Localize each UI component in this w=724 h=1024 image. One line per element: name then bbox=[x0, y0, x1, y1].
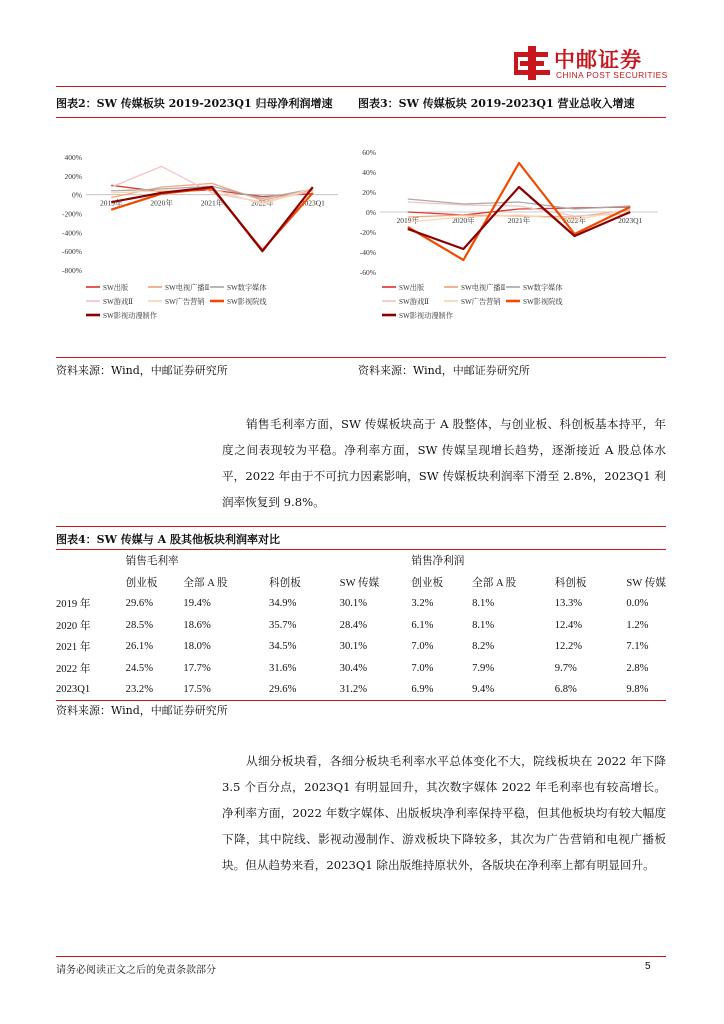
legend-label: SW游戏Ⅱ bbox=[399, 298, 430, 306]
column-header: 全部 A 股 bbox=[183, 577, 228, 589]
table-cell: 29.6% bbox=[269, 684, 297, 696]
x-tick-label: 2020年 bbox=[150, 198, 173, 208]
table-cell: 23.2% bbox=[125, 684, 154, 696]
table-row bbox=[56, 593, 666, 615]
legend-label: SW影视院线 bbox=[227, 298, 267, 306]
table-cell: 17.5% bbox=[183, 684, 211, 696]
row-label: 2023Q1 bbox=[56, 684, 91, 696]
row-label: 2021 年 bbox=[56, 642, 91, 654]
fig4-bottom-rule bbox=[56, 700, 666, 701]
y-tick-label: 200% bbox=[64, 171, 82, 181]
y-tick-label: 0% bbox=[366, 208, 376, 217]
table-cell: 8.2% bbox=[472, 641, 495, 653]
legend-label: SW广告营销 bbox=[461, 298, 501, 306]
fig4-title: 图表4：SW 传媒与 A 股其他板块利润率对比 bbox=[56, 533, 280, 546]
column-header: 全部 A 股 bbox=[472, 577, 517, 589]
table-cell: 6.8% bbox=[554, 684, 577, 696]
legend-label: SW数字媒体 bbox=[523, 284, 563, 292]
table-cell: 0.0% bbox=[626, 598, 649, 610]
table-cell: 13.3% bbox=[554, 598, 583, 610]
legend-label: SW影视动漫制作 bbox=[399, 312, 453, 320]
table-cell: 29.6% bbox=[125, 598, 154, 610]
china-post-logo-icon bbox=[514, 46, 550, 80]
table-cell: 30.4% bbox=[339, 662, 368, 674]
fig2-chart bbox=[56, 140, 356, 350]
row-label: 2020 年 bbox=[56, 620, 91, 632]
footer-rule bbox=[56, 956, 666, 957]
profit-margin-table bbox=[56, 550, 666, 701]
row-label: 2022 年 bbox=[56, 663, 91, 675]
legend-label: SW电视广播Ⅱ bbox=[165, 284, 210, 292]
legend-label: SW电视广播Ⅱ bbox=[461, 284, 506, 292]
column-header: 创业板 bbox=[125, 577, 158, 589]
table-row bbox=[56, 636, 666, 658]
x-tick-label: 2021年 bbox=[507, 216, 531, 225]
table-cell: 7.1% bbox=[626, 641, 649, 653]
table-cell: 35.7% bbox=[269, 619, 297, 631]
table-cell: 34.9% bbox=[269, 598, 297, 610]
table-cell: 9.7% bbox=[554, 662, 577, 674]
table-cell: 8.1% bbox=[472, 619, 495, 631]
table-cell: 18.6% bbox=[183, 619, 211, 631]
table-cell: 24.5% bbox=[125, 662, 154, 674]
fig3-title: 图表3：SW 传媒板块 2019-2023Q1 营业总收入增速 bbox=[358, 97, 635, 110]
y-tick-label: 0% bbox=[72, 190, 82, 200]
fig2-source: 资料来源：Wind，中邮证券研究所 bbox=[56, 364, 228, 377]
table-row bbox=[56, 658, 666, 680]
table-column-header-row bbox=[56, 572, 666, 594]
table-cell: 7.0% bbox=[411, 662, 434, 674]
group-gross-margin: 销售毛利率 bbox=[125, 556, 179, 568]
logo-subtext: CHINA POST SECURITIES bbox=[556, 70, 668, 80]
y-tick-label: -40% bbox=[359, 248, 376, 257]
figure-bottom-rule bbox=[56, 357, 666, 358]
legend-label: SW影视动漫制作 bbox=[103, 312, 157, 320]
table-cell: 28.4% bbox=[339, 619, 368, 631]
table-cell: 9.4% bbox=[472, 684, 495, 696]
x-tick-label: 2020年 bbox=[452, 216, 475, 225]
column-header: 创业板 bbox=[411, 577, 444, 589]
page-number: 5 bbox=[645, 961, 651, 972]
row-label: 2019 年 bbox=[56, 599, 91, 611]
table-cell: 30.1% bbox=[339, 598, 368, 610]
table-cell: 6.9% bbox=[411, 684, 434, 696]
table-cell: 9.8% bbox=[626, 684, 649, 696]
table-group-header-row bbox=[56, 550, 666, 572]
legend-label: SW广告营销 bbox=[165, 298, 205, 306]
column-header: 科创板 bbox=[554, 577, 587, 589]
table-cell: 12.2% bbox=[554, 641, 583, 653]
paragraph-text: 从细分板块看，各细分板块毛利率水平总体变化不大，院线板块在 2022 年下降 3.5 个百分点，2023Q1 有明显回升，其次数字媒体 2022 年毛利率也有较高增长。净利率方面，2022 年数字媒体、出版板块净利率保持平稳，但其他板块均有较大幅度下降，其中院线、影视动漫制作、游戏板块下降较多，其次为广告营销和电视广播板块。但从趋势来看，2023Q1 除出版维持原状外，各版块在净利率上都有明显回升。 bbox=[222, 754, 666, 872]
fig4-source: 资料来源：Wind，中邮证券研究所 bbox=[56, 704, 228, 717]
table-cell: 31.2% bbox=[339, 684, 368, 696]
column-header: 科创板 bbox=[269, 577, 301, 589]
footer-disclaimer: 请务必阅读正文之后的免责条款部分 bbox=[56, 965, 216, 976]
figure-title-rule bbox=[56, 117, 666, 118]
y-tick-label: -200% bbox=[62, 209, 82, 219]
table-row bbox=[56, 679, 666, 701]
x-tick-label: 2022年 bbox=[251, 198, 274, 208]
x-tick-label: 2023Q1 bbox=[618, 216, 643, 225]
table-cell: 18.0% bbox=[183, 641, 211, 653]
header-rule bbox=[56, 86, 666, 87]
table-cell: 19.4% bbox=[183, 598, 211, 610]
table-cell: 30.1% bbox=[339, 641, 368, 653]
legend-label: SW影视院线 bbox=[523, 298, 563, 306]
fig3-source: 资料来源：Wind，中邮证券研究所 bbox=[358, 364, 530, 377]
fig3-chart bbox=[358, 140, 666, 350]
table-cell: 3.2% bbox=[411, 598, 434, 610]
x-tick-label: 2022年 bbox=[563, 216, 586, 225]
legend-label: SW出版 bbox=[399, 284, 425, 292]
y-tick-label: 20% bbox=[362, 188, 376, 197]
fig2-title: 图表2：SW 传媒板块 2019-2023Q1 归母净利润增速 bbox=[56, 97, 333, 110]
group-net-margin: 销售净利润 bbox=[411, 556, 465, 568]
table-cell: 6.1% bbox=[411, 619, 434, 631]
x-tick-label: 2019年 bbox=[99, 198, 123, 208]
table-row bbox=[56, 615, 666, 637]
table-cell: 31.6% bbox=[269, 662, 297, 674]
legend-label: SW数字媒体 bbox=[227, 284, 267, 292]
paragraph-margins bbox=[222, 748, 666, 878]
legend-label: SW游戏Ⅱ bbox=[103, 298, 134, 306]
y-tick-label: 60% bbox=[362, 148, 376, 157]
column-header: SW 传媒 bbox=[626, 577, 666, 589]
table-cell: 2.8% bbox=[626, 662, 649, 674]
legend-label: SW出版 bbox=[103, 284, 129, 292]
y-tick-label: 40% bbox=[362, 168, 376, 177]
column-header: SW 传媒 bbox=[339, 577, 380, 589]
x-tick-label: 2019年 bbox=[396, 216, 420, 225]
table-cell: 28.5% bbox=[125, 619, 154, 631]
y-tick-label: -800% bbox=[62, 266, 82, 275]
series-line bbox=[408, 163, 630, 260]
y-tick-label: 400% bbox=[64, 153, 82, 162]
logo-text: 中邮证券 bbox=[554, 48, 642, 72]
x-tick-label: 2021年 bbox=[200, 198, 224, 208]
table-cell: 12.4% bbox=[554, 619, 583, 631]
table-cell: 26.1% bbox=[125, 641, 154, 653]
table-cell: 1.2% bbox=[626, 619, 649, 631]
paragraph-margins bbox=[222, 411, 666, 515]
fig4-top-rule bbox=[56, 526, 666, 527]
y-tick-label: -400% bbox=[62, 228, 82, 238]
y-tick-label: -20% bbox=[359, 228, 376, 237]
x-tick-label: 2023Q1 bbox=[300, 198, 325, 208]
table-cell: 7.0% bbox=[411, 641, 434, 653]
paragraph-text: 销售毛利率方面，SW 传媒板块高于 A 股整体，与创业板、科创板基本持平，年度之间表现较为平稳。净利率方面，SW 传媒呈现增长趋势，逐渐接近 A 股总体水平，2022 年由于不可抗力因素影响，SW 传媒板块利润率下滑至 2.8%，2023Q1 利润率恢复到 9.8%。 bbox=[222, 417, 666, 509]
table-cell: 8.1% bbox=[472, 598, 495, 610]
table-cell: 17.7% bbox=[183, 662, 211, 674]
y-tick-label: -60% bbox=[359, 268, 376, 277]
table-cell: 34.5% bbox=[269, 641, 297, 653]
table-cell: 7.9% bbox=[472, 662, 495, 674]
y-tick-label: -600% bbox=[62, 247, 82, 257]
